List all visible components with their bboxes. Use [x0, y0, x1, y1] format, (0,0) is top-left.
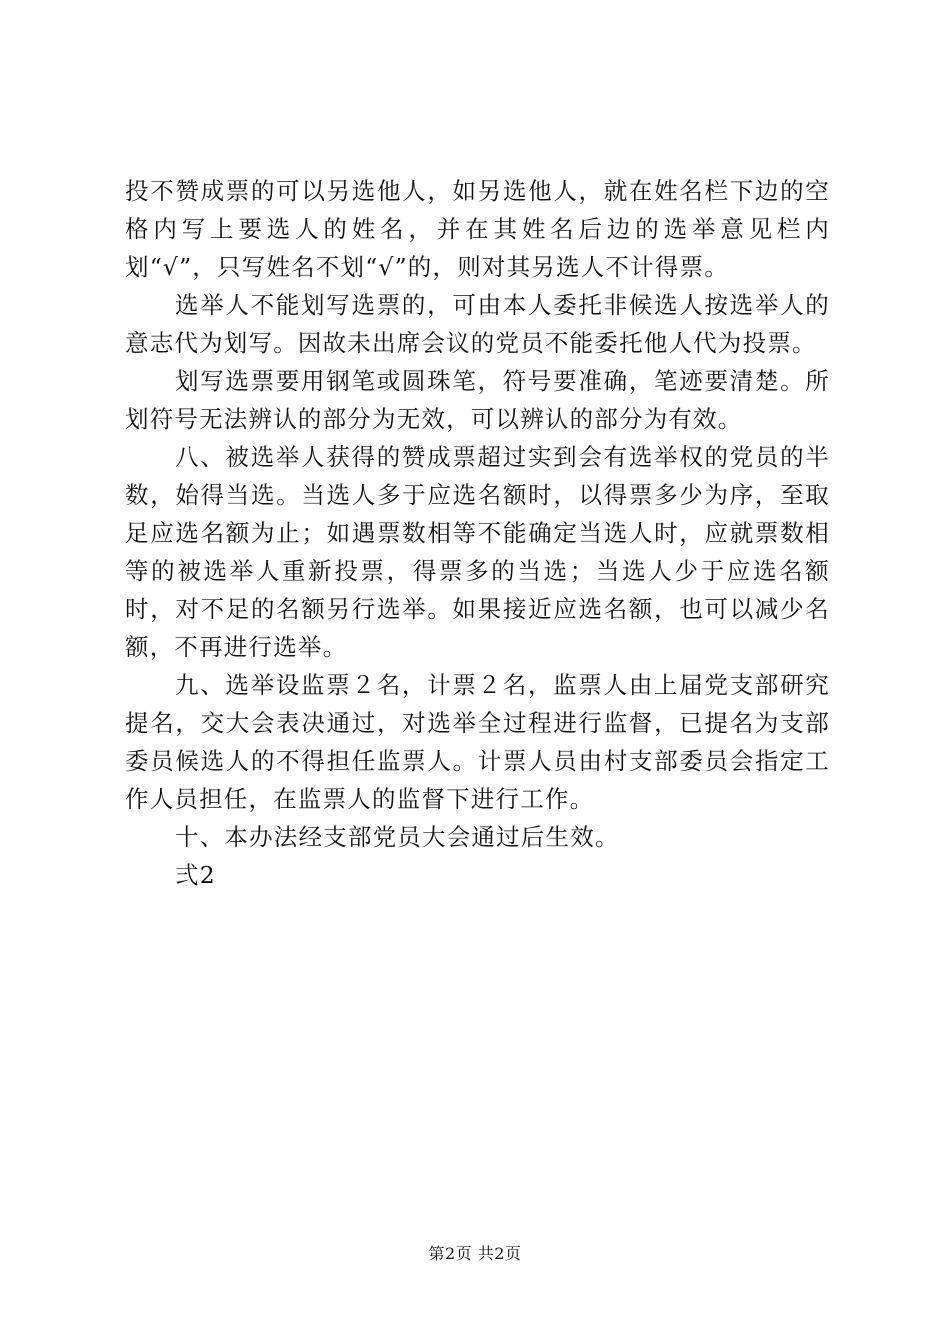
- paragraph-proxy-voting: 选举人不能划写选票的，可由本人委托非候选人按选举人的意志代为划写。因故未出席会议的党员不能委托他人代为投票。: [125, 291, 830, 357]
- paragraph-ballot-marking: 划写选票要用钢笔或圆珠笔，符号要准确，笔迹要清楚。所划符号无法辨认的部分为无效，可以辨认的部分为有效。: [125, 367, 830, 433]
- document-body: [125, 172, 830, 894]
- paragraph-article-9: 九、选举设监票２名，计票２名，监票人由上届党支部研究提名，交大会表决通过，对选举全过程进行监督，已提名为支部委员候选人的不得担任监票人。计票人员由村支部委员会指定工作人员担任，在监票人的监督下进行工作。: [125, 671, 830, 813]
- paragraph-appendix-label: 弍2: [175, 861, 216, 889]
- paragraph-continuation: 投不赞成票的可以另选他人，如另选他人，就在姓名栏下边的空格内写上要选人的姓名，并在其姓名后边的选举意见栏内划“√”，只写姓名不划“√”的，则对其另选人不计得票。: [125, 177, 830, 281]
- paragraph-article-8: 八、被选举人获得的赞成票超过实到会有选举权的党员的半数，始得当选。当选人多于应选名额时，以得票多少为序，至取足应选名额为止；如遇票数相等不能确定当选人时，应就票数相等的被选举人重新投票，得票多的当选；当选人少于应选名额时，对不足的名额另行选举。如果接近应选名额，也可以减少名额，不再进行选举。: [125, 443, 830, 661]
- paragraph-article-10: 十、本办法经支部党员大会通过后生效。: [175, 823, 620, 851]
- page-number-footer: 第2页 共2页: [428, 1244, 522, 1263]
